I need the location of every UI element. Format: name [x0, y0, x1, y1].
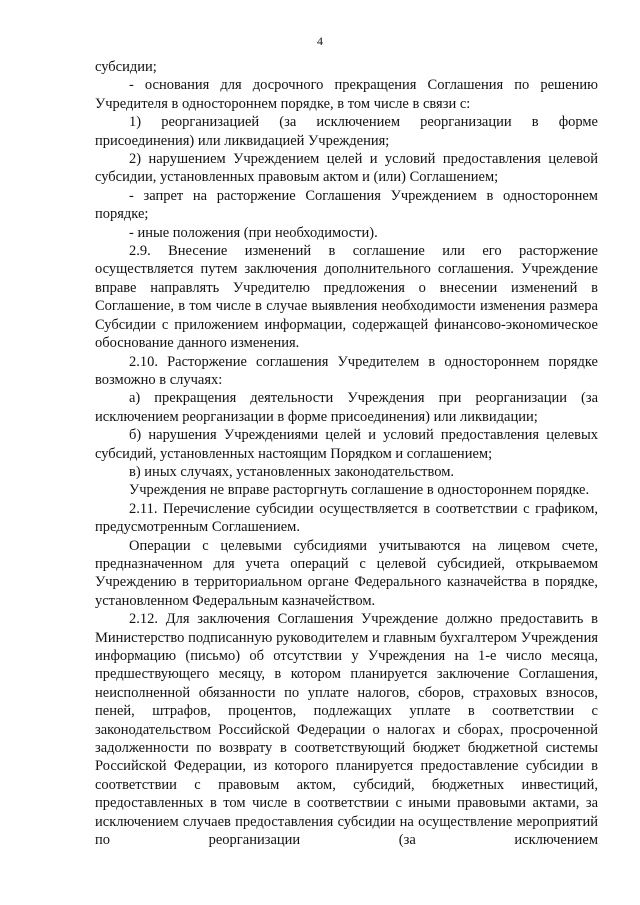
paragraph: 2.11. Перечисление субсидии осуществляется в соответствии с графиком, предусмотренным Соглашением. [95, 500, 598, 536]
page-number: 4 [317, 34, 323, 48]
paragraph: субсидии; [95, 59, 157, 75]
document-body [95, 58, 598, 849]
paragraph: Учреждения не вправе расторгнуть соглашение в одностороннем порядке. [129, 482, 590, 499]
paragraph: - запрет на расторжение Соглашения Учреждением в одностороннем порядке; [95, 187, 598, 223]
paragraph: - основания для досрочного прекращения Соглашения по решению Учредителя в одностороннем порядке, в том числе в связи с: [95, 77, 598, 112]
paragraph: - иные положения (при необходимости). [129, 224, 378, 241]
paragraph: 1) реорганизацией (за исключением реорганизации в форме присоединения) или ликвидацией Учреждения; [95, 114, 598, 149]
paragraph: б) нарушения Учреждениями целей и условий предоставления целевых субсидий, установленных настоящим Порядком и соглашением; [95, 427, 598, 462]
paragraph: в) иных случаях, установленных законодательством. [129, 463, 455, 480]
paragraph: 2.12. Для заключения Соглашения Учреждение должно предоставить в Министерство подписанную руководителем и главным бухгалтером Учреждения информацию (письмо) об отсутствии у Учреждения на 1-е число месяца, предшествующего месяцу, в котором планируется заключение Соглашения, неисполненной обязанности по уплате налогов, сборов, страховых взносов, пеней, штрафов, процентов, подлежащих уплате в соответствии с законодательством Российской Федерации о налогах и сборах, просроченной задолженности по возврату в соответствующий бюджет бюджетной системы Российской Федерации, из которого планируется предоставление субсидии в соответствии с правовым актом, субсидий, бюджетных инвестиций, предоставленных в том числе в соответствии с иными правовыми актами, за исключением случаев предоставления субсидии на осуществление мероприятий по реорганизации (за исключением [95, 611, 598, 849]
paragraph: Операции с целевыми субсидиями учитываются на лицевом счете, предназначенном для учета операций с целевой субсидией, открываемом Учреждению в территориальном органе Федерального казначейства в порядке, установленном Федеральным казначейством. [95, 537, 598, 609]
paragraph: 2.9. Внесение изменений в соглашение или его расторжение осуществляется путем заключения дополнительного соглашения. Учреждение вправе направлять Учредителю предложения о внесении изменений в Соглашение, в том числе в случае выявления необходимости изменения размера Субсидии с приложением информации, содержащей финансово-экономическое обоснование данного изменения. [95, 243, 598, 352]
paragraph: 2) нарушением Учреждением целей и условий предоставления целевой субсидии, установленных правовым актом и (или) Соглашением; [95, 151, 598, 186]
paragraph: а) прекращения деятельности Учреждения при реорганизации (за исключением реорганизации в форме присоединения) или ликвидации; [95, 390, 598, 425]
paragraph: 2.10. Расторжение соглашения Учредителем в одностороннем порядке возможно в случаях: [95, 353, 598, 388]
